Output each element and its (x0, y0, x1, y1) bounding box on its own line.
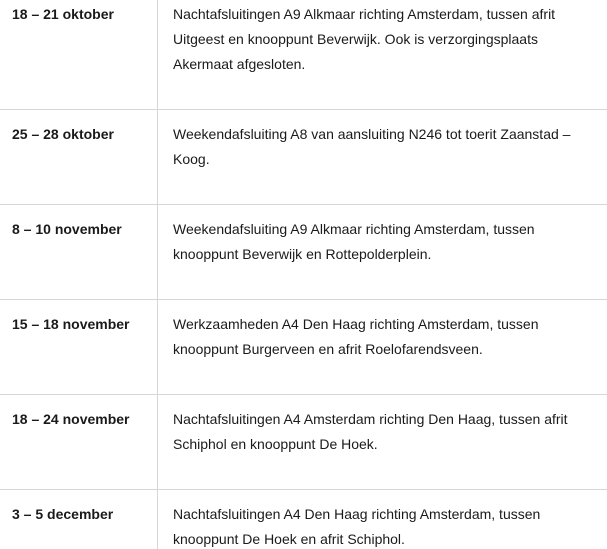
closure-date: 18 – 24 november (12, 411, 130, 427)
closure-description: Nachtafsluitingen A4 Den Haag richting Amsterdam, tussen knooppunt De Hoek en afrit Schiphol. (173, 506, 541, 547)
closure-description: Werkzaamheden A4 Den Haag richting Amsterdam, tussen knooppunt Burgerveen en afrit Roelofarendsveen. (173, 316, 539, 357)
closure-date: 15 – 18 november (12, 316, 130, 332)
closure-date: 3 – 5 december (12, 506, 114, 522)
closure-description: Weekendafsluiting A8 van aansluiting N246 tot toerit Zaanstad – Koog. (173, 126, 571, 167)
row-separator (0, 109, 607, 110)
column-divider (157, 0, 158, 549)
row-separator (0, 204, 607, 205)
closure-description: Nachtafsluitingen A9 Alkmaar richting Amsterdam, tussen afrit Uitgeest en knooppunt Beverwijk. Ook is verzorgingsplaats Akermaat afgesloten. (173, 6, 556, 72)
closure-date: 8 – 10 november (12, 221, 122, 237)
closure-description: Weekendafsluiting A9 Alkmaar richting Amsterdam, tussen knooppunt Beverwijk en Rottepolderplein. (173, 221, 535, 262)
closure-date: 18 – 21 oktober (12, 6, 114, 22)
closure-description: Nachtafsluitingen A4 Amsterdam richting Den Haag, tussen afrit Schiphol en knooppunt De Hoek. (173, 411, 568, 452)
row-separator (0, 394, 607, 395)
closure-date: 25 – 28 oktober (12, 126, 114, 142)
row-separator (0, 489, 607, 490)
row-separator (0, 299, 607, 300)
